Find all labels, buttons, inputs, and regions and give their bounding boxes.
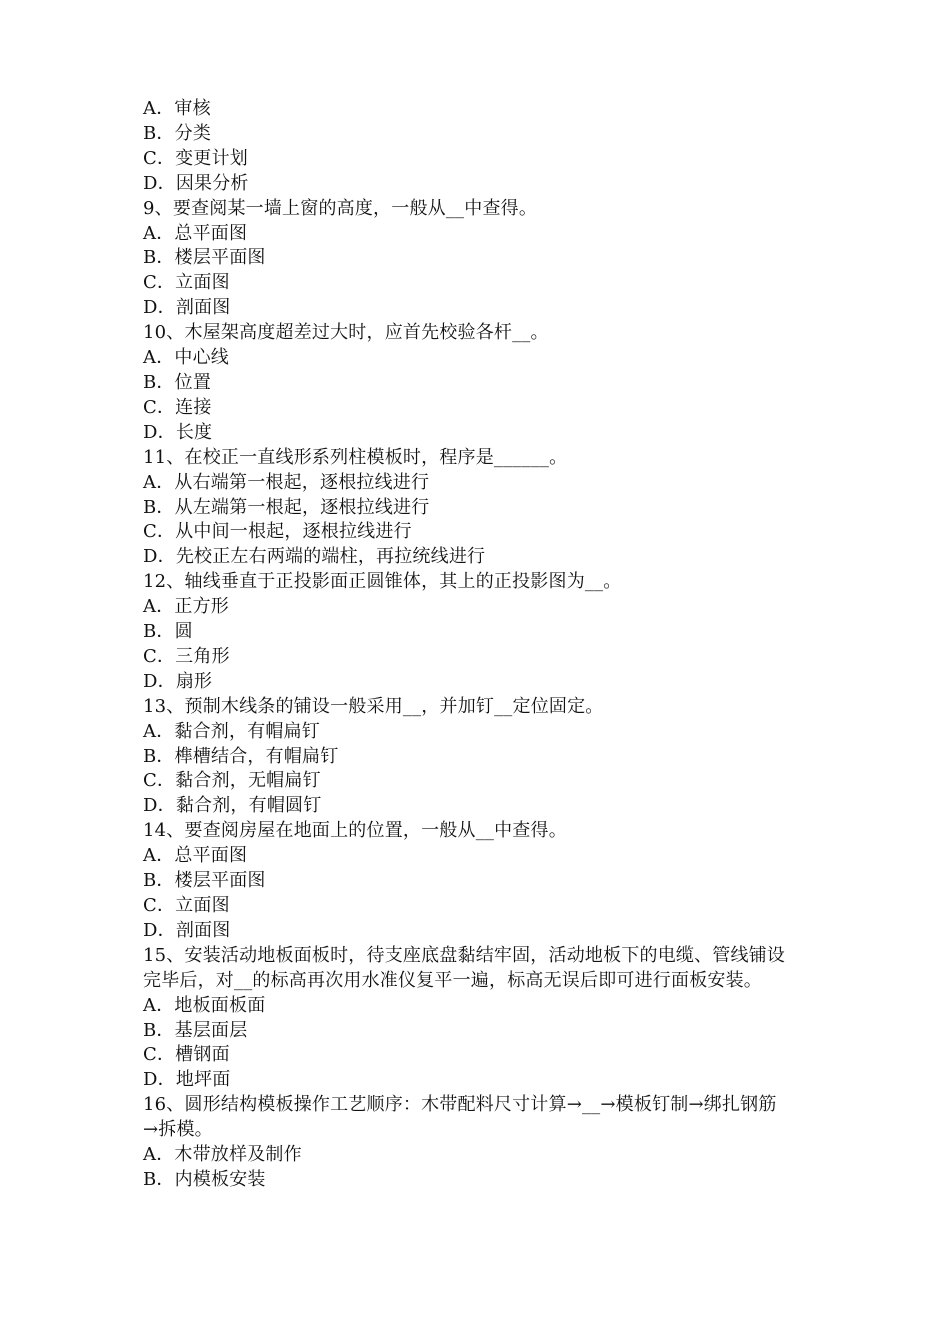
option-c: C．槽钢面 [143, 1044, 230, 1066]
option-b: B．基层面层 [143, 1019, 248, 1041]
option-b: B．位置 [143, 371, 212, 393]
question-11: 11、在校正一直线形系列柱模板时，程序是______。 [143, 446, 568, 468]
option-a: A．木带放样及制作 [143, 1144, 302, 1166]
option-c: C．三角形 [143, 645, 230, 667]
option-b: B．内模板安装 [143, 1168, 266, 1190]
option-d: D．地坪面 [143, 1069, 231, 1091]
question-10: 10、木屋架高度超差过大时，应首先校验各杆__。 [143, 322, 549, 344]
question-15: 15、安装活动地板面板时，待支座底盘黏结牢固，活动地板下的电缆、管线铺设 [143, 944, 786, 966]
option-d: D．剖面图 [143, 297, 231, 319]
question-16: 16、圆形结构模板操作工艺顺序：木带配料尺寸计算→__→模板钉制→绑扎钢筋 [143, 1094, 777, 1116]
option-b: B．楼层平面图 [143, 870, 266, 892]
option-d: D．扇形 [143, 670, 213, 692]
option-c: C．立面图 [143, 895, 230, 916]
option-c: C．黏合剂，无帽扁钉 [143, 770, 321, 792]
option-d: D．剖面图 [143, 919, 231, 941]
option-b: B．分类 [143, 122, 212, 144]
question-16-continued: →拆模。 [143, 1119, 213, 1141]
option-c: C．连接 [143, 396, 212, 418]
option-c: C．立面图 [143, 272, 230, 294]
option-c: C．变更计划 [143, 147, 248, 169]
option-a: A．从右端第一根起，逐根拉线进行 [143, 471, 430, 493]
option-a: A．中心线 [143, 347, 229, 369]
option-d: D．因果分析 [143, 172, 249, 194]
document-body [143, 97, 823, 1193]
question-9: 9、要查阅某一墙上窗的高度，一般从__中查得。 [143, 197, 538, 219]
option-a: A．正方形 [143, 596, 229, 618]
option-a: A．审核 [143, 98, 211, 119]
option-b: B．圆 [143, 621, 193, 643]
option-d: D．黏合剂，有帽圆钉 [143, 795, 322, 817]
option-b: B．从左端第一根起，逐根拉线进行 [143, 496, 430, 518]
option-c: C．从中间一根起，逐根拉线进行 [143, 521, 412, 543]
question-15-continued: 完毕后，对__的标高再次用水准仪复平一遍，标高无误后即可进行面板安装。 [143, 969, 762, 991]
option-d: D．先校正左右两端的端柱，再拉统线进行 [143, 546, 486, 568]
question-14: 14、要查阅房屋在地面上的位置，一般从__中查得。 [143, 820, 567, 842]
option-d: D．长度 [143, 421, 213, 443]
option-b: B．楼层平面图 [143, 247, 266, 269]
option-b: B．榫槽结合，有帽扁钉 [143, 745, 339, 767]
option-a: A．地板面板面 [143, 994, 266, 1016]
question-12: 12、轴线垂直于正投影面正圆锥体，其上的正投影图为__。 [143, 571, 622, 593]
question-13: 13、预制木线条的铺设一般采用__，并加钉__定位固定。 [143, 695, 604, 717]
option-a: A．总平面图 [143, 845, 248, 867]
option-a: A．总平面图 [143, 222, 248, 244]
option-a: A．黏合剂，有帽扁钉 [143, 720, 320, 742]
